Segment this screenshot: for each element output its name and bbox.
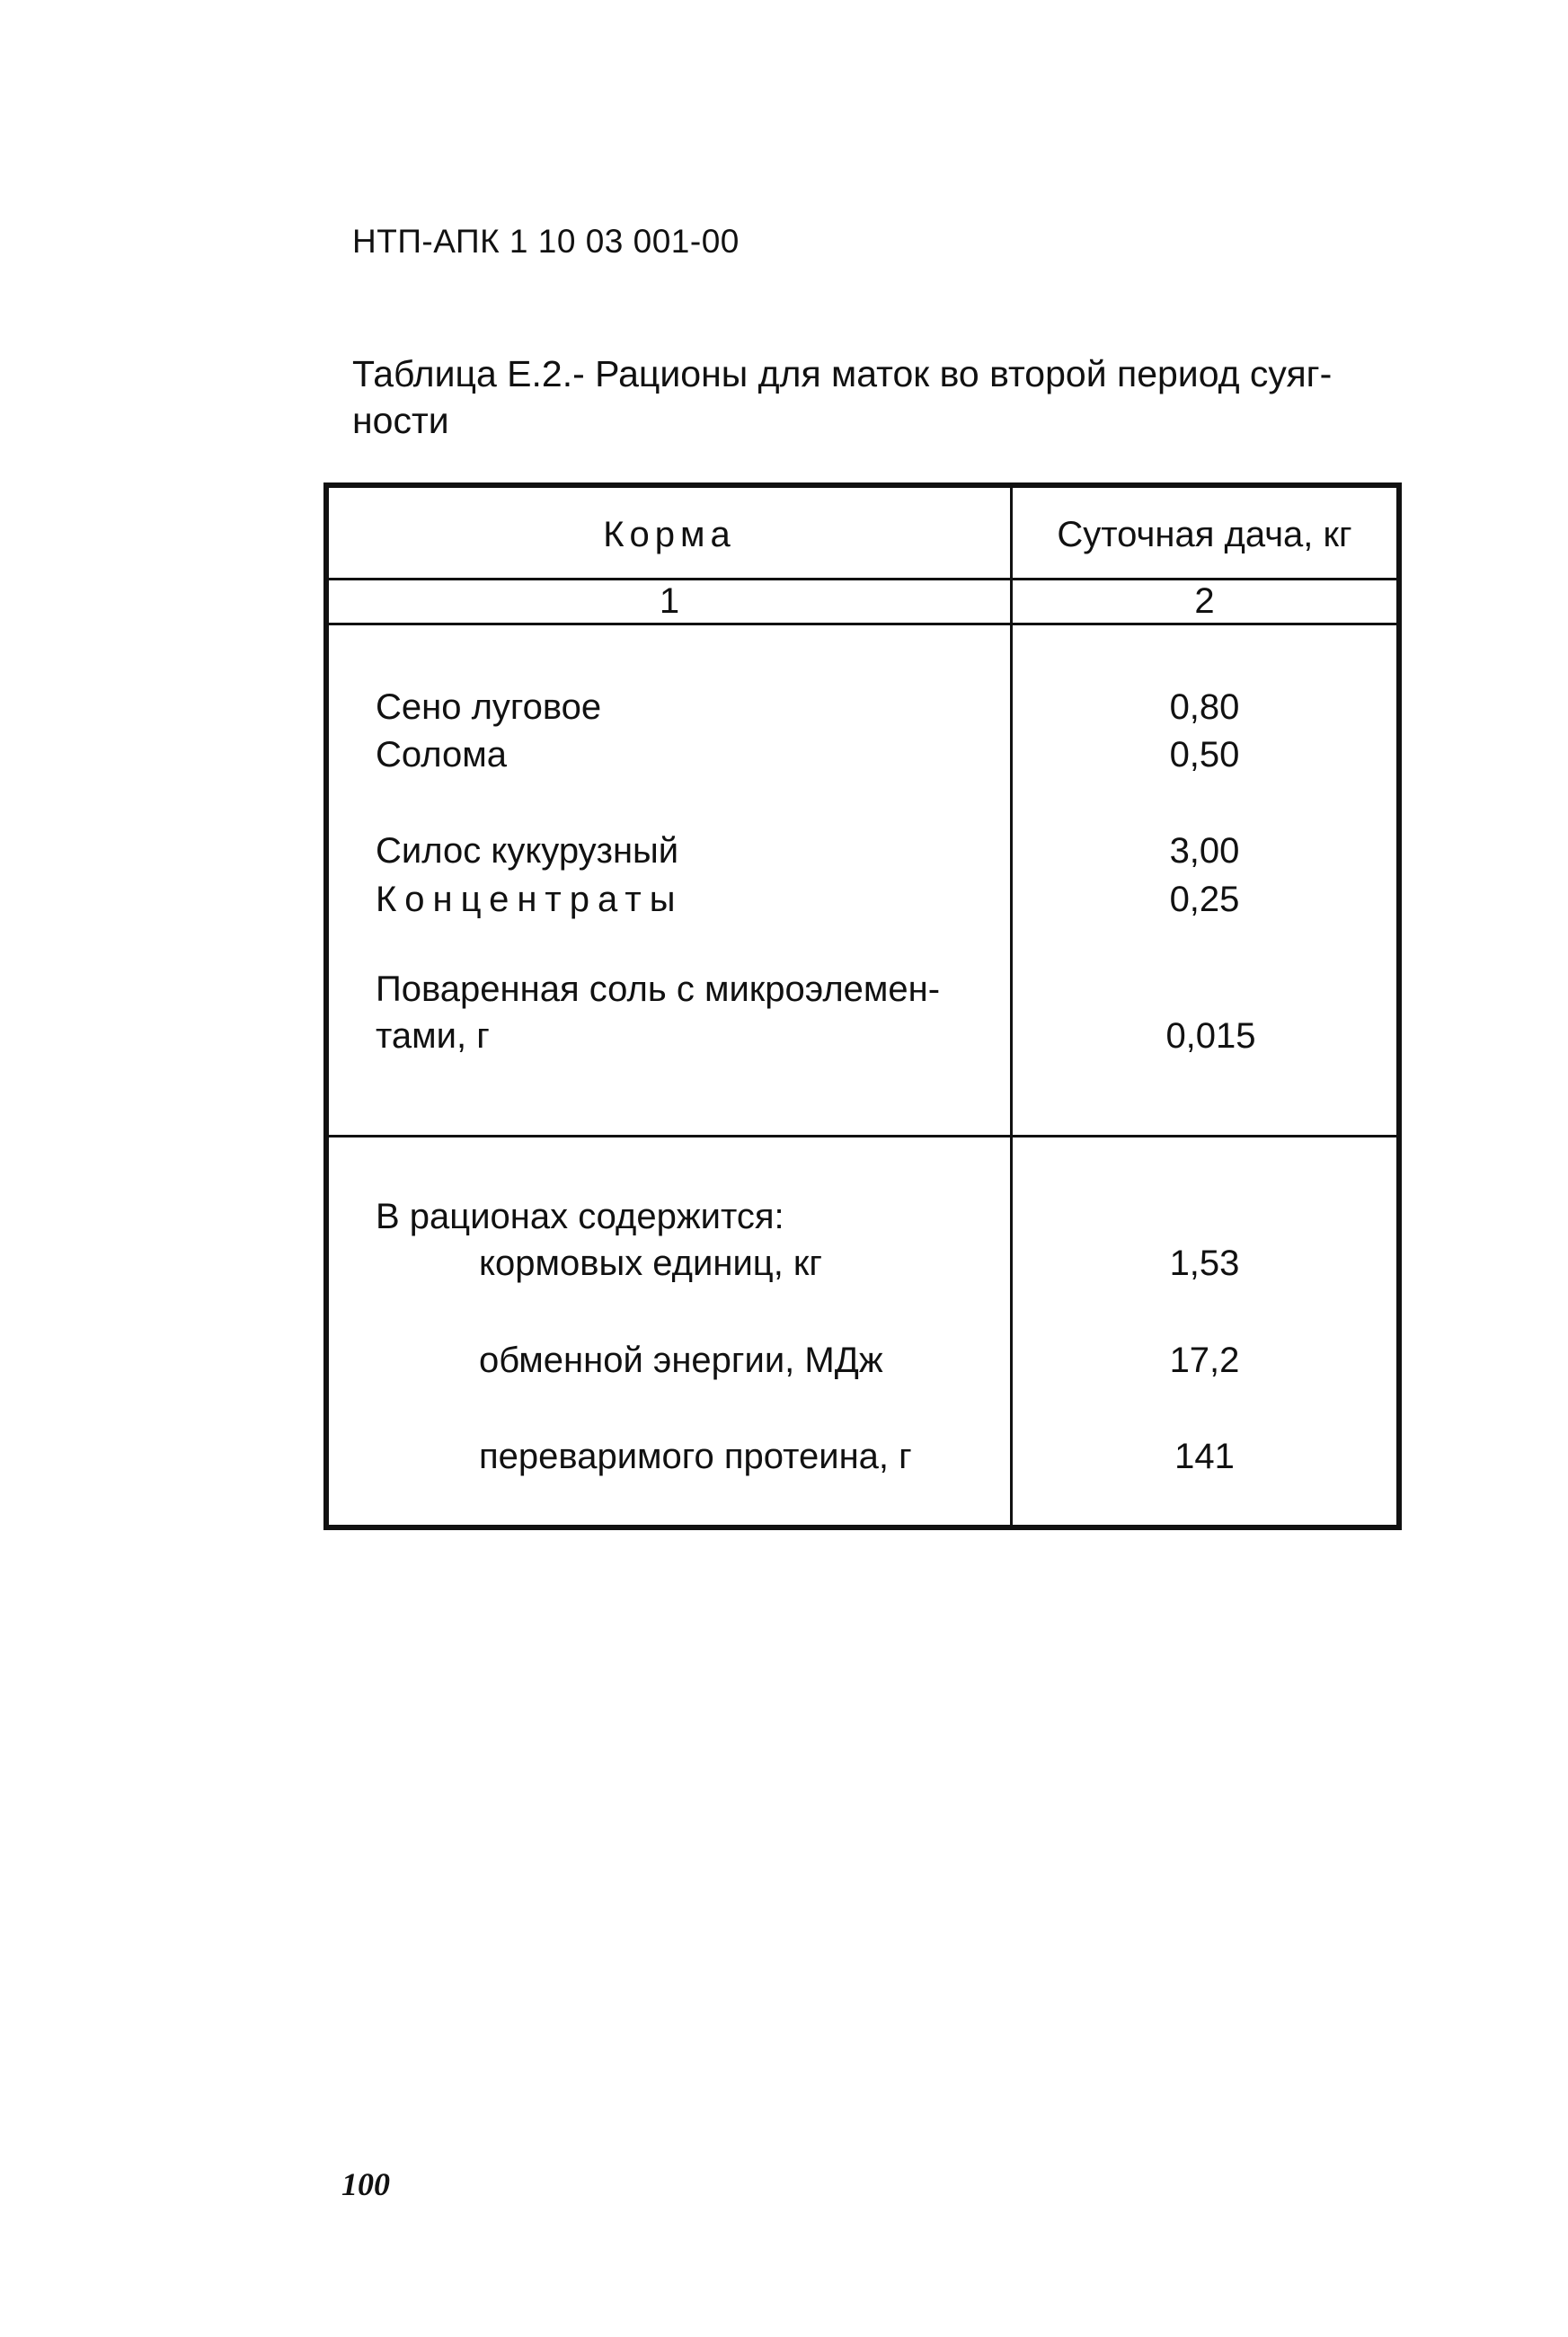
feed-label: Сено луговое xyxy=(376,687,602,727)
content-value: 1,53 xyxy=(1169,1244,1240,1283)
section-divider xyxy=(329,1135,1396,1138)
table-caption: Таблица Е.2.- Рационы для маток во второй период суяг-ности xyxy=(352,353,1333,441)
content-value: 17,2 xyxy=(1169,1341,1240,1380)
ration-table xyxy=(323,482,1402,1530)
feed-label: Солома xyxy=(376,735,508,775)
document-code: НТП-АПК 1 10 03 001-00 xyxy=(352,223,740,260)
column-number-2: 2 xyxy=(1194,581,1215,621)
content-label: обменной энергии, МДж xyxy=(479,1341,883,1380)
feed-value: 3,00 xyxy=(1169,831,1240,871)
column-number-1: 1 xyxy=(659,581,680,621)
page-number: 100 xyxy=(341,2166,390,2202)
column-number-divider xyxy=(329,623,1396,625)
content-heading: В рационах содержится: xyxy=(376,1197,784,1236)
feed-label-line1: Поваренная соль с микроэлемен- xyxy=(376,969,941,1009)
feed-value: 0,015 xyxy=(1165,1016,1256,1056)
feed-value: 0,50 xyxy=(1169,735,1240,775)
feed-value: 0,25 xyxy=(1169,880,1240,919)
header-daily-ration: Суточная дача, кг xyxy=(1057,515,1352,554)
content-value: 141 xyxy=(1174,1437,1235,1476)
feed-label: Силос кукурузный xyxy=(376,831,679,871)
feed-label-line2: тами, г xyxy=(376,1016,490,1056)
feed-value: 0,80 xyxy=(1169,687,1240,727)
header-feeds: Корма xyxy=(603,515,736,554)
header-divider xyxy=(329,578,1396,580)
feed-label: Концентраты xyxy=(376,880,684,919)
content-label: переваримого протеина, г xyxy=(479,1437,912,1476)
content-label: кормовых единиц, кг xyxy=(479,1244,823,1283)
